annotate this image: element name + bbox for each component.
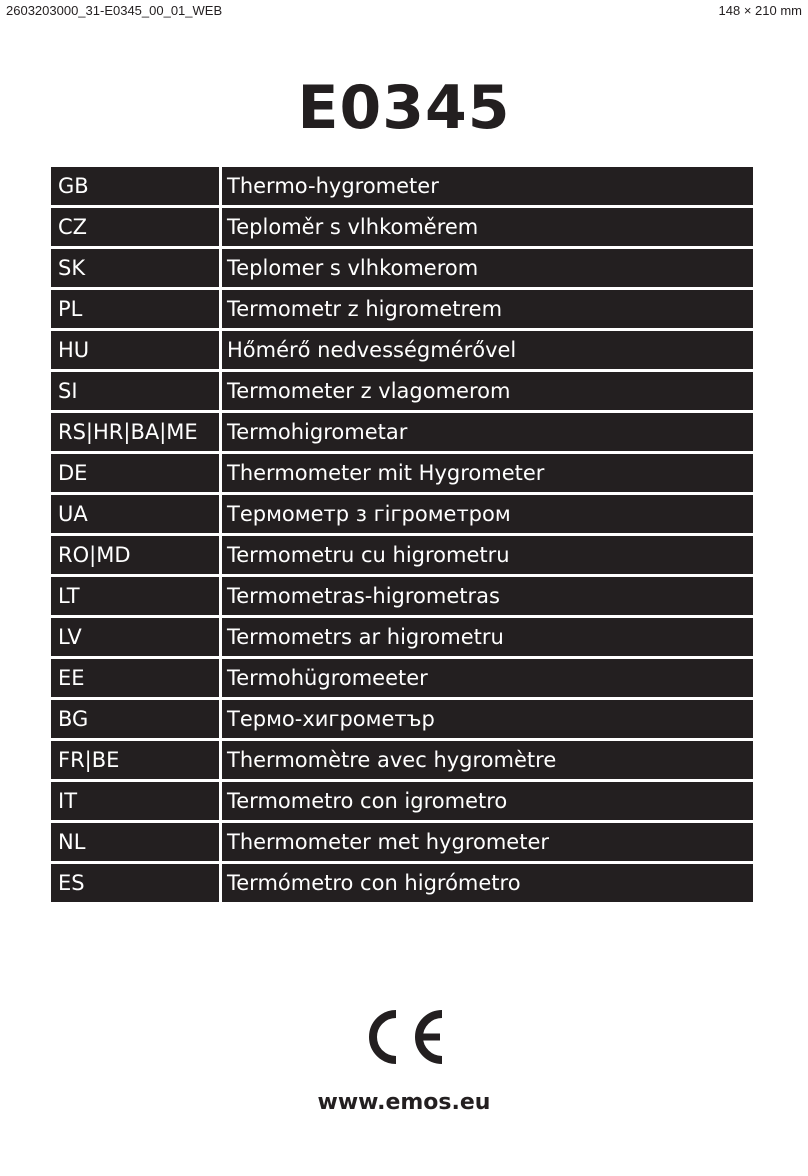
product-name-translation: Termometer z vlagomerom xyxy=(222,372,753,410)
language-table xyxy=(51,167,753,905)
language-row xyxy=(51,454,753,492)
language-code: FR|BE xyxy=(51,741,219,779)
product-name-translation: Termometro con igrometro xyxy=(222,782,753,820)
product-name-translation: Thermometer met hygrometer xyxy=(222,823,753,861)
product-name-translation: Thermomètre avec hygromètre xyxy=(222,741,753,779)
model-title: E0345 xyxy=(297,73,511,143)
language-row xyxy=(51,167,753,205)
language-code: PL xyxy=(51,290,219,328)
language-row xyxy=(51,577,753,615)
language-row xyxy=(51,536,753,574)
product-name-translation: Термометр з гігрометром xyxy=(222,495,753,533)
product-name-translation: Termómetro con higrómetro xyxy=(222,864,753,902)
language-row xyxy=(51,659,753,697)
language-code: RO|MD xyxy=(51,536,219,574)
language-code: RS|HR|BA|ME xyxy=(51,413,219,451)
product-name-translation: Termometrs ar higrometru xyxy=(222,618,753,656)
language-code: LV xyxy=(51,618,219,656)
product-name-translation: Термо-хигрометър xyxy=(222,700,753,738)
language-code: HU xyxy=(51,331,219,369)
product-name-translation: Hőmérő nedvességmérővel xyxy=(222,331,753,369)
language-code: UA xyxy=(51,495,219,533)
page-size: 148 × 210 mm xyxy=(718,3,802,18)
language-row xyxy=(51,782,753,820)
language-row xyxy=(51,741,753,779)
language-code: NL xyxy=(51,823,219,861)
product-name-translation: Termometras-higrometras xyxy=(222,577,753,615)
product-name-translation: Termometru cu higrometru xyxy=(222,536,753,574)
language-code: CZ xyxy=(51,208,219,246)
language-row xyxy=(51,413,753,451)
ce-mark-icon xyxy=(362,1008,446,1066)
language-code: IT xyxy=(51,782,219,820)
product-name-translation: Teploměr s vlhkoměrem xyxy=(222,208,753,246)
product-name-translation: Termometr z higrometrem xyxy=(222,290,753,328)
language-code: ES xyxy=(51,864,219,902)
language-code: EE xyxy=(51,659,219,697)
language-row xyxy=(51,495,753,533)
language-row xyxy=(51,618,753,656)
language-row xyxy=(51,290,753,328)
document-code: 2603203000_31-E0345_00_01_WEB xyxy=(6,3,223,18)
language-code: BG xyxy=(51,700,219,738)
language-row xyxy=(51,823,753,861)
language-code: SK xyxy=(51,249,219,287)
product-name-translation: Thermometer mit Hygrometer xyxy=(222,454,753,492)
language-code: SI xyxy=(51,372,219,410)
language-row xyxy=(51,372,753,410)
language-code: LT xyxy=(51,577,219,615)
language-code: DE xyxy=(51,454,219,492)
language-code: GB xyxy=(51,167,219,205)
language-row xyxy=(51,249,753,287)
product-name-translation: Termohügromeeter xyxy=(222,659,753,697)
language-row xyxy=(51,864,753,902)
website-url[interactable]: www.emos.eu xyxy=(317,1090,491,1115)
product-name-translation: Teplomer s vlhkomerom xyxy=(222,249,753,287)
product-name-translation: Thermo-hygrometer xyxy=(222,167,753,205)
language-row xyxy=(51,331,753,369)
product-name-translation: Termohigrometar xyxy=(222,413,753,451)
language-row xyxy=(51,700,753,738)
language-row xyxy=(51,208,753,246)
